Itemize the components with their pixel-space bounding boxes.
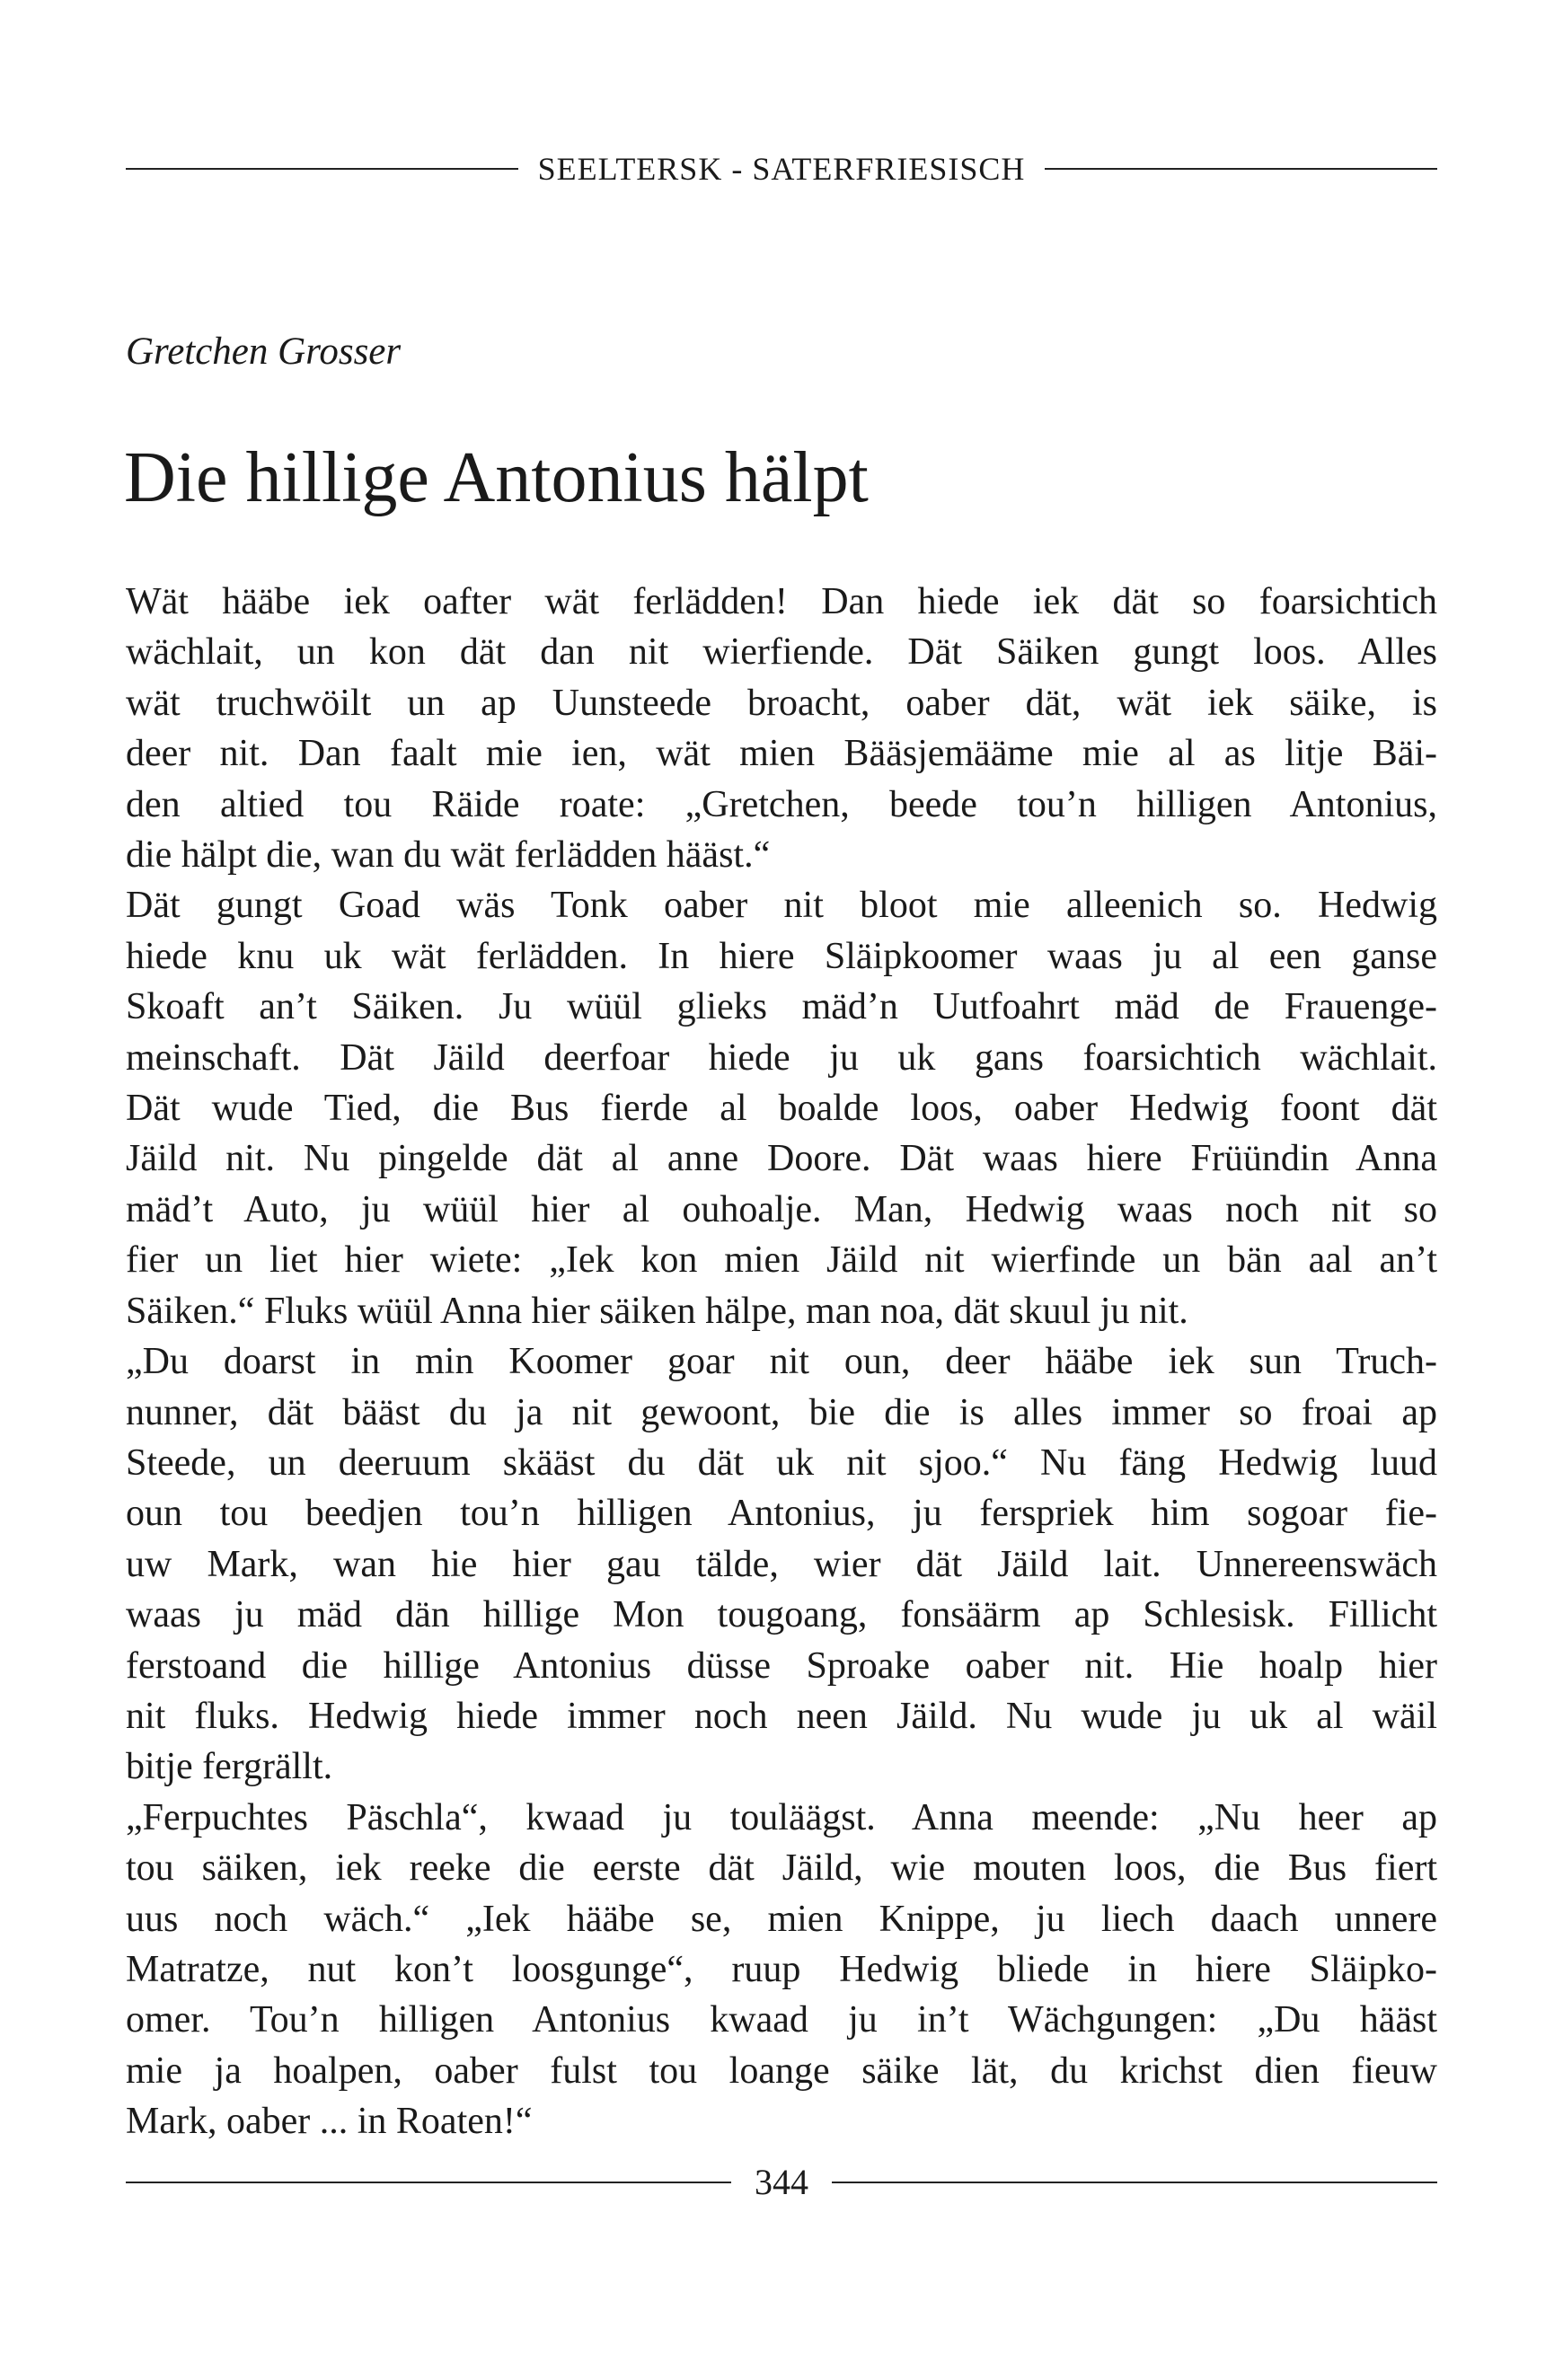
author-name: Gretchen Grosser xyxy=(126,331,402,373)
text-line: mie ja hoalpen, oaber fulst tou loange säike lät, du krichst dien fieuw xyxy=(126,2049,1437,2092)
page-number: 344 xyxy=(755,2162,808,2202)
text-line: Skoaft an’t Säiken. Ju wüül glieks mäd’n Uutfoahrt mäd de Frauenge- xyxy=(126,986,1437,1028)
story-title: Die hillige Antonius hälpt xyxy=(124,438,869,517)
text-line: Mark, oaber ... in Roaten!“ xyxy=(126,2101,533,2143)
text-line: Dät wude Tied, die Bus fierde al boalde loos, oaber Hedwig foont dät xyxy=(126,1088,1437,1130)
paragraph xyxy=(126,577,1437,880)
text-line: Jäild nit. Nu pingelde dät al anne Doore. Dät waas hiere Früündin Anna xyxy=(126,1138,1437,1180)
paragraph xyxy=(126,1793,1437,2147)
text-line: nunner, dät bääst du ja nit gewoont, bie die is alles immer so froai ap xyxy=(126,1391,1437,1433)
text-line: Wät hääbe iek oafter wät ferlädden! Dan hiede iek dät so foarsichtich xyxy=(126,581,1437,622)
running-head xyxy=(126,151,1437,187)
text-line: deer nit. Dan faalt mie ien, wät mien Bääsjemääme mie al as litje Bäi- xyxy=(126,733,1437,775)
text-line: wät truchwöilt un ap Uunsteede broacht, oaber dät, wät iek säike, is xyxy=(126,682,1437,724)
header-rule-right xyxy=(1045,168,1437,170)
text-line: fier un liet hier wiete: „Iek kon mien Jäild nit wierfinde un bän aal an’t xyxy=(126,1239,1437,1282)
text-line: nit fluks. Hedwig hiede immer noch neen Jäild. Nu wude ju uk al wäil xyxy=(126,1695,1437,1737)
footer-rule-right xyxy=(832,2182,1437,2183)
text-line: Steede, un deeruum skääst du dät uk nit sjoo.“ Nu fäng Hedwig luud xyxy=(126,1441,1437,1484)
text-line: mäd’t Auto, ju wüül hier al ouhoalje. Man, Hedwig waas noch nit so xyxy=(126,1188,1437,1230)
text-line: omer. Tou’n hilligen Antonius kwaad ju in’t Wächgungen: „Du hääst xyxy=(126,1999,1437,2041)
page-footer xyxy=(126,2163,1437,2202)
text-line: wächlait, un kon dät dan nit wierfiende. Dät Säiken gungt loos. Alles xyxy=(126,631,1437,674)
text-line: Säiken.“ Fluks wüül Anna hier säiken hälpe, man noa, dät skuul ju nit. xyxy=(126,1290,1188,1332)
running-head-title: SEELTERSK - SATERFRIESISCH xyxy=(537,151,1026,187)
text-line: Matratze, nut kon’t loosgunge“, ruup Hedwig bliede in hiere Släipko- xyxy=(126,1948,1437,1990)
text-line: ferstoand die hillige Antonius düsse Sproake oaber nit. Hie hoalp hier xyxy=(126,1644,1437,1687)
text-line: bitje fergrällt. xyxy=(126,1746,333,1788)
text-line: tou säiken, iek reeke die eerste dät Jäild, wie mouten loos, die Bus fiert xyxy=(126,1847,1437,1890)
text-line: den altied tou Räide roate: „Gretchen, beede tou’n hilligen Antonius, xyxy=(126,783,1437,825)
text-line: meinschaft. Dät Jäild deerfoar hiede ju uk gans foarsichtich wächlait. xyxy=(126,1036,1437,1079)
text-line: uus noch wäch.“ „Iek hääbe se, mien Knippe, ju liech daach unnere xyxy=(126,1898,1437,1940)
text-line: uw Mark, wan hie hier gau tälde, wier dät Jäild lait. Unnereenswäch xyxy=(126,1543,1437,1585)
text-line: die hälpt die, wan du wät ferlädden hääst.“ xyxy=(126,834,771,877)
text-line: oun tou beedjen tou’n hilligen Antonius, ju ferspriek him sogoar fie- xyxy=(126,1493,1437,1535)
paragraph xyxy=(126,1336,1437,1793)
footer-rule-left xyxy=(126,2182,731,2183)
text-line: „Du doarst in min Koomer goar nit oun, deer hääbe iek sun Truch- xyxy=(126,1341,1437,1383)
text-line: hiede knu uk wät ferlädden. In hiere Släipkoomer waas ju al een ganse xyxy=(126,935,1437,977)
text-line: waas ju mäd dän hillige Mon tougoang, fonsäärm ap Schlesisk. Fillicht xyxy=(126,1594,1437,1636)
header-rule-left xyxy=(126,168,518,170)
paragraph xyxy=(126,880,1437,1336)
story-body xyxy=(126,577,1437,2147)
text-line: Dät gungt Goad wäs Tonk oaber nit bloot mie alleenich so. Hedwig xyxy=(126,885,1437,927)
text-line: „Ferpuchtes Päschla“, kwaad ju touläägst. Anna meende: „Nu heer ap xyxy=(126,1796,1437,1838)
